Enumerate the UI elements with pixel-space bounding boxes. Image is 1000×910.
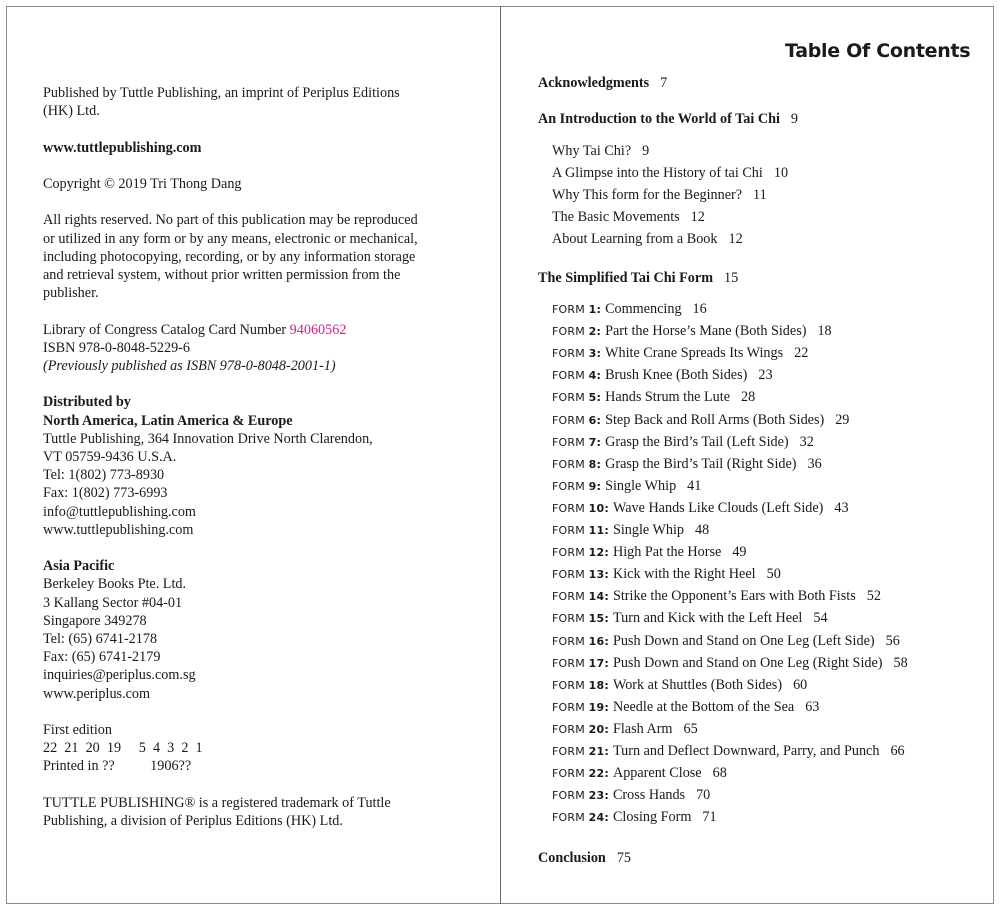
toc-intro-item[interactable]: Why This form for the Beginner? 11 [552, 187, 767, 204]
form-number-label: FORM 23: [552, 789, 609, 803]
page-gutter [500, 6, 501, 904]
form-number-label: FORM 15: [552, 612, 609, 626]
form-number-label: FORM 3: [552, 347, 602, 361]
toc-form-entry[interactable]: FORM 24: Closing Form 71 [552, 809, 717, 826]
form-number-label: FORM 20: [552, 722, 609, 736]
toc-form-entry[interactable]: FORM 15: Turn and Kick with the Left Heel 54 [552, 610, 828, 627]
form-number-label: FORM 12: [552, 546, 609, 560]
distribution-asia-pacific: Asia Pacific Berkeley Books Pte. Ltd. 3 Kallang Sector #04-01 Singapore 349278 Tel: (65) 6741-2178 Fax: (65) 6741-2179 inquiries@periplus.com.sg www.periplus.com [43, 557, 483, 703]
na-email[interactable]: info@tuttlepublishing.com [43, 503, 196, 520]
form-number-label: FORM 6: [552, 413, 602, 427]
toc-intro-item[interactable]: About Learning from a Book 12 [552, 231, 743, 248]
form-number-label: FORM 24: [552, 811, 609, 825]
toc-entry-acknowledgments[interactable]: Acknowledgments 7 [538, 75, 668, 91]
toc-form-entry[interactable]: FORM 6: Step Back and Roll Arms (Both Sides) 29 [552, 411, 850, 428]
toc-form-entry[interactable]: FORM 3: White Crane Spreads Its Wings 22 [552, 345, 809, 362]
catalog-info [43, 321, 483, 376]
form-number-label: FORM 4: [552, 369, 602, 383]
toc-form-entry[interactable]: FORM 13: Kick with the Right Heel 50 [552, 566, 781, 583]
asia-website[interactable]: www.periplus.com [43, 685, 151, 702]
toc-intro-item[interactable]: Why Tai Chi? 9 [552, 143, 650, 159]
toc-form-entry[interactable]: FORM 23: Cross Hands 70 [552, 787, 711, 804]
form-number-label: FORM 19: [552, 700, 609, 714]
form-number-label: FORM 21: [552, 745, 609, 758]
distributed-heading: Distributed by [43, 394, 131, 411]
toc-form-entry[interactable]: FORM 14: Strike the Opponent’s Ears with Both Fists 52 [552, 588, 881, 605]
toc-form-entry[interactable]: FORM 18: Work at Shuttles (Both Sides) 60 [552, 676, 808, 693]
toc-intro-item[interactable]: A Glimpse into the History of tai Chi 10 [552, 165, 789, 182]
form-number-label: FORM 8: [552, 457, 602, 471]
toc-entry-conclusion[interactable]: Conclusion 75 [538, 850, 631, 866]
na-website[interactable]: www.tuttlepublishing.com [43, 521, 194, 538]
toc-entry-introduction[interactable]: An Introduction to the World of Tai Chi 9 [538, 111, 798, 127]
rights-statement: All rights reserved. No part of this publication may be reproduced or utilized in any form or by any means, electronic or mechanical, including photocopying, recording, or by any information storage and retrieval system, without prior written permission from the publisher. [43, 212, 418, 302]
toc-form-entry[interactable]: FORM 20: Flash Arm 65 [552, 720, 698, 737]
toc-form-entry[interactable]: FORM 10: Wave Hands Like Clouds (Left Side) 43 [552, 499, 849, 516]
asia-email[interactable]: inquiries@periplus.com.sg [43, 667, 196, 684]
loc-line: Library of Congress Catalog Card Number 94060562 [43, 321, 347, 338]
loc-number: 94060562 [289, 321, 347, 338]
form-number-label: FORM 11: [552, 524, 609, 537]
toc-form-entry[interactable]: FORM 12: High Pat the Horse 49 [552, 544, 747, 561]
form-number-label: FORM 14: [552, 590, 609, 604]
form-number-label: FORM 7: [552, 435, 602, 449]
previous-isbn: (Previously published as ISBN 978-0-8048-2001-1) [43, 357, 336, 374]
form-number-label: FORM 16: [552, 634, 609, 648]
toc-form-entry[interactable]: FORM 1: Commencing 16 [552, 301, 707, 317]
asia-heading: Asia Pacific [43, 558, 115, 575]
toc-entry-simplified-form[interactable]: The Simplified Tai Chi Form 15 [538, 270, 739, 286]
toc-form-entry[interactable]: FORM 8: Grasp the Bird’s Tail (Right Side) 36 [552, 455, 822, 472]
toc-form-entry[interactable]: FORM 7: Grasp the Bird’s Tail (Left Side) 32 [552, 433, 814, 450]
form-number-label: FORM 2: [552, 325, 602, 339]
distribution-north-america: Distributed by North America, Latin America & Europe Tuttle Publishing, 364 Innovation Drive North Clarendon, VT 05759-9436 U.S.A. Tel: 1(802) 773-8930 Fax: 1(802) 773-6993 info@tuttlepublishing.com www.tuttlepublishing.com [43, 393, 483, 539]
publisher-website[interactable]: www.tuttlepublishing.com [43, 139, 202, 156]
form-number-label: FORM 9: [552, 479, 602, 493]
toc-form-entry[interactable]: FORM 4: Brush Knee (Both Sides) 23 [552, 367, 773, 384]
toc-form-entry[interactable]: FORM 16: Push Down and Stand on One Leg (Left Side) 56 [552, 632, 900, 649]
trademark-notice: TUTTLE PUBLISHING® is a registered trademark of Tuttle Publishing, a division of Periplus Editions (HK) Ltd. [43, 794, 391, 829]
isbn: ISBN 978-0-8048-5229-6 [43, 339, 190, 356]
toc-form-entry[interactable]: FORM 19: Needle at the Bottom of the Sea 63 [552, 698, 820, 715]
publisher-statement: Published by Tuttle Publishing, an imprint of Periplus Editions (HK) Ltd. [43, 85, 400, 120]
toc-form-entry[interactable]: FORM 17: Push Down and Stand on One Leg (Right Side) 58 [552, 654, 908, 671]
edition-info: First edition 22 21 20 19 5 4 3 2 1 Printed in ?? 1906?? [43, 722, 203, 775]
copyright-line: Copyright © 2019 Tri Thong Dang [43, 175, 242, 192]
form-number-label: FORM 1: [552, 303, 602, 316]
toc-form-entry[interactable]: FORM 21: Turn and Deflect Downward, Parry, and Punch 66 [552, 743, 905, 759]
form-number-label: FORM 17: [552, 656, 609, 670]
distributed-region: North America, Latin America & Europe [43, 412, 293, 429]
form-number-label: FORM 10: [552, 501, 609, 515]
toc-form-entry[interactable]: FORM 9: Single Whip 41 [552, 477, 702, 494]
toc-form-entry[interactable]: FORM 11: Single Whip 48 [552, 522, 710, 538]
toc-form-entry[interactable]: FORM 2: Part the Horse’s Mane (Both Sides) 18 [552, 323, 832, 340]
form-number-label: FORM 18: [552, 678, 609, 692]
form-number-label: FORM 13: [552, 568, 609, 582]
copyright-page [43, 84, 483, 830]
toc-form-entry[interactable]: FORM 22: Apparent Close 68 [552, 765, 727, 782]
form-number-label: FORM 5: [552, 391, 602, 405]
toc-form-entry[interactable]: FORM 5: Hands Strum the Lute 28 [552, 389, 756, 406]
toc-intro-item[interactable]: The Basic Movements 12 [552, 209, 705, 226]
form-number-label: FORM 22: [552, 767, 609, 781]
toc-title: Table Of Contents [785, 40, 971, 62]
